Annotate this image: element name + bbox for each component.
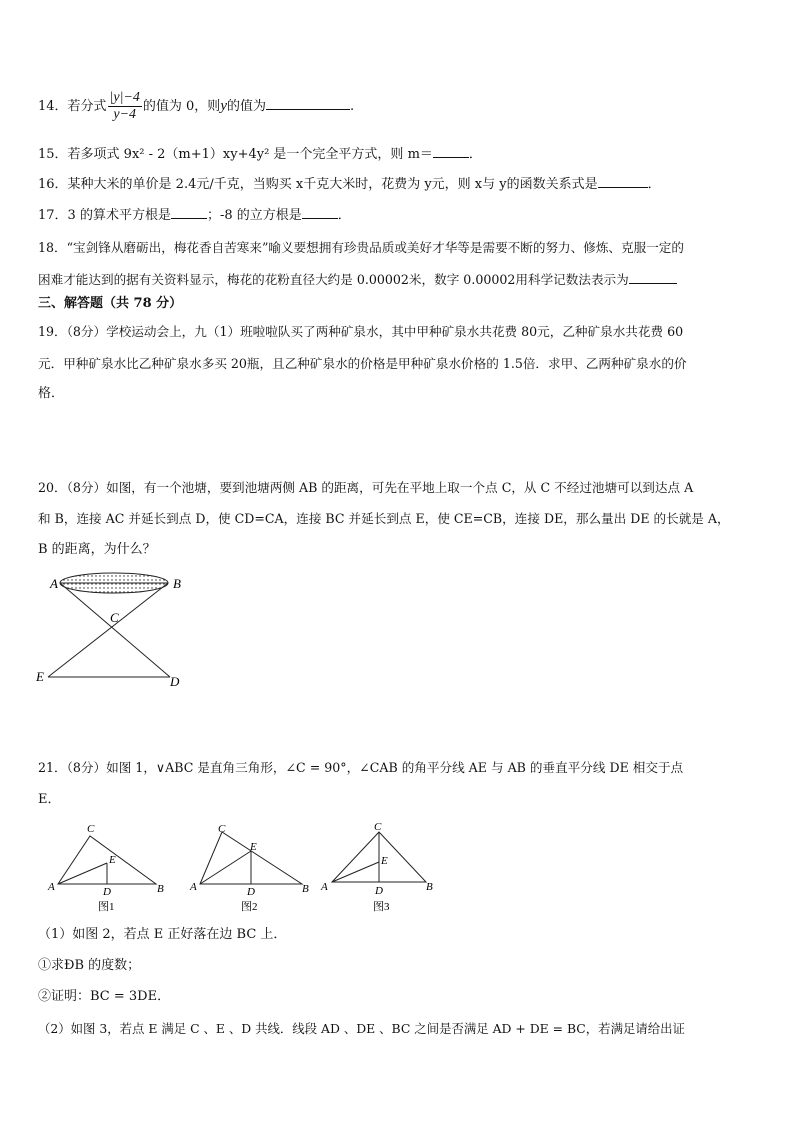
figure-1 <box>47 823 164 913</box>
q21-line2-text: E． <box>38 792 61 807</box>
segment-be <box>48 583 168 677</box>
q18-line1-text: 18．“宝剑锋从磨砺出，梅花香自苦寒来”喻义要想拥有珍贵品质或美好才华等是需要不断的努力、修炼、克服一定的 <box>38 240 684 255</box>
q21-part1b-text: ②证明：BC = 3DE． <box>38 989 171 1004</box>
fig1-label-b: B <box>157 883 164 895</box>
question-17 <box>38 206 351 226</box>
q21-part-1a <box>38 956 140 976</box>
q20-line1-text: 20．（8分）如图，有一个池塘，要到池塘两侧 AB 的距离，可先在平地上取一个点 C，从 C 不经过池塘可以到达点 A <box>38 480 694 495</box>
q17-answer-blank-1[interactable] <box>171 206 207 219</box>
fig2-label-e: E <box>250 841 257 853</box>
q14-frac-denominator: y−4 <box>113 107 137 122</box>
question-19-line-3 <box>38 384 64 404</box>
q21-line1-text: 21．（8分）如图 1，∨ABC 是直角三角形，∠C = 90°，∠CAB 的角平分线 AE 与 AB 的垂直平分线 DE 相交于点 <box>38 760 684 775</box>
q21-part-1b <box>38 987 170 1007</box>
section-heading: 三、解答题（共 78 分） <box>38 296 183 311</box>
q18-answer-blank[interactable] <box>629 271 677 284</box>
fig2-caption: 图2 <box>241 901 258 913</box>
q21-part1a-text: ①求ÐB 的度数； <box>38 958 141 973</box>
q21-part-2 <box>38 1019 685 1039</box>
q14-end: . <box>350 99 355 114</box>
fig3-label-d: D <box>375 885 383 897</box>
q16-end: ． <box>647 177 661 192</box>
fig3-label-e: E <box>381 855 388 867</box>
question-20-line-2 <box>38 509 730 529</box>
fig1-label-e: E <box>109 854 116 866</box>
q17-text1: 17．3 的算术平方根是 <box>38 208 171 223</box>
fig2-label-a: A <box>190 881 197 893</box>
question-14 <box>38 90 354 123</box>
label-e: E <box>36 669 44 684</box>
question-21-line-1 <box>38 758 683 778</box>
q21-part-1 <box>38 925 286 945</box>
question-19-line-1 <box>38 322 683 342</box>
q19-line2-text: 元．甲种矿泉水比乙种矿泉水多买 20瓶，且乙种矿泉水的价格是甲种矿泉水价格的 1.5倍．求甲、乙两种矿泉水的价 <box>38 356 687 371</box>
q20-line2-text: 和 B，连接 AC 并延长到点 D，使 CD=CA，连接 BC 并延长到点 E，使 CE=CB，连接 DE，那么量出 DE 的长就是 A， <box>38 511 730 526</box>
q15-end: ． <box>468 147 482 162</box>
q15-text: 15．若多项式 9x² - 2（m+1）xy+4y² 是一个完全平方式，则 m＝ <box>38 147 433 162</box>
q14-fraction <box>108 90 142 123</box>
q14-suffix2: 的值为 <box>226 99 266 114</box>
q14-var-y: y <box>220 98 227 114</box>
fig2-label-b: B <box>302 883 309 895</box>
bisector-ae-3 <box>332 862 379 882</box>
q19-line1-text: 19．（8分）学校运动会上，九（1）班啦啦队买了两种矿泉水，其中甲种矿泉水共花费 80元，乙种矿泉水共花费 60 <box>38 324 684 339</box>
q21-part2-text: （2）如图 3，若点 E 满足 C 、E 、D 共线．线段 AD 、DE 、BC 之间是否满足 AD + DE = BC，若满足请给出证 <box>38 1021 685 1036</box>
q15-answer-blank[interactable] <box>433 145 469 158</box>
fig2-label-c: C <box>218 823 226 835</box>
question-15 <box>38 145 482 165</box>
q18-line2-text: 困难才能达到的据有关资料显示，梅花的花粉直径大约是 0.00002米，数字 0.00002用科学记数法表示为 <box>38 272 629 287</box>
q17-end: ． <box>337 208 351 223</box>
fig1-label-a: A <box>48 881 55 893</box>
question-18-line-2 <box>38 270 677 290</box>
bisector-ae-2 <box>200 851 251 884</box>
q16-text: 16．某种大米的单价是 2.4元/千克，当购买 x千克大米时，花费为 y元，则 x与 y的函数关系式是 <box>38 177 598 192</box>
question-19-line-2 <box>38 354 687 374</box>
q21-figures <box>40 818 460 916</box>
figure-2 <box>189 823 309 913</box>
question-16 <box>38 175 661 195</box>
label-a: A <box>50 576 58 591</box>
fig1-label-d: D <box>103 886 111 898</box>
label-d: D <box>170 674 180 689</box>
fig3-label-a: A <box>321 881 328 893</box>
question-20-line-1 <box>38 478 693 498</box>
segment-ad <box>60 583 170 677</box>
q21-part1-text: （1）如图 2，若点 E 正好落在边 BC 上． <box>38 927 287 942</box>
q16-answer-blank[interactable] <box>598 175 648 188</box>
fig3-label-c: C <box>374 821 382 833</box>
q14-prefix: 14．若分式 <box>38 99 107 114</box>
q19-line3-text: 格． <box>38 386 65 401</box>
label-b: B <box>173 576 181 591</box>
q20-pond-figure <box>30 566 200 692</box>
fig1-caption: 图1 <box>98 901 115 913</box>
question-20-line-3 <box>38 540 156 560</box>
question-21-line-2 <box>38 790 61 810</box>
q14-answer-blank[interactable] <box>266 97 350 110</box>
label-c: C <box>110 610 119 625</box>
fig2-label-d: D <box>247 886 255 898</box>
question-18-line-1 <box>38 238 684 258</box>
q14-frac-numerator: |y|−4 <box>109 90 140 105</box>
q17-answer-blank-2[interactable] <box>302 206 338 219</box>
fig3-label-b: B <box>426 881 433 893</box>
figure-3 <box>320 821 433 913</box>
q17-text2: ；-8 的立方根是 <box>206 208 302 223</box>
q14-suffix1: 的值为 0，则 <box>142 99 221 114</box>
fig1-label-c: C <box>87 823 95 835</box>
fig3-caption: 图3 <box>373 901 390 913</box>
q20-line3-text: B 的距离，为什么？ <box>38 542 156 557</box>
